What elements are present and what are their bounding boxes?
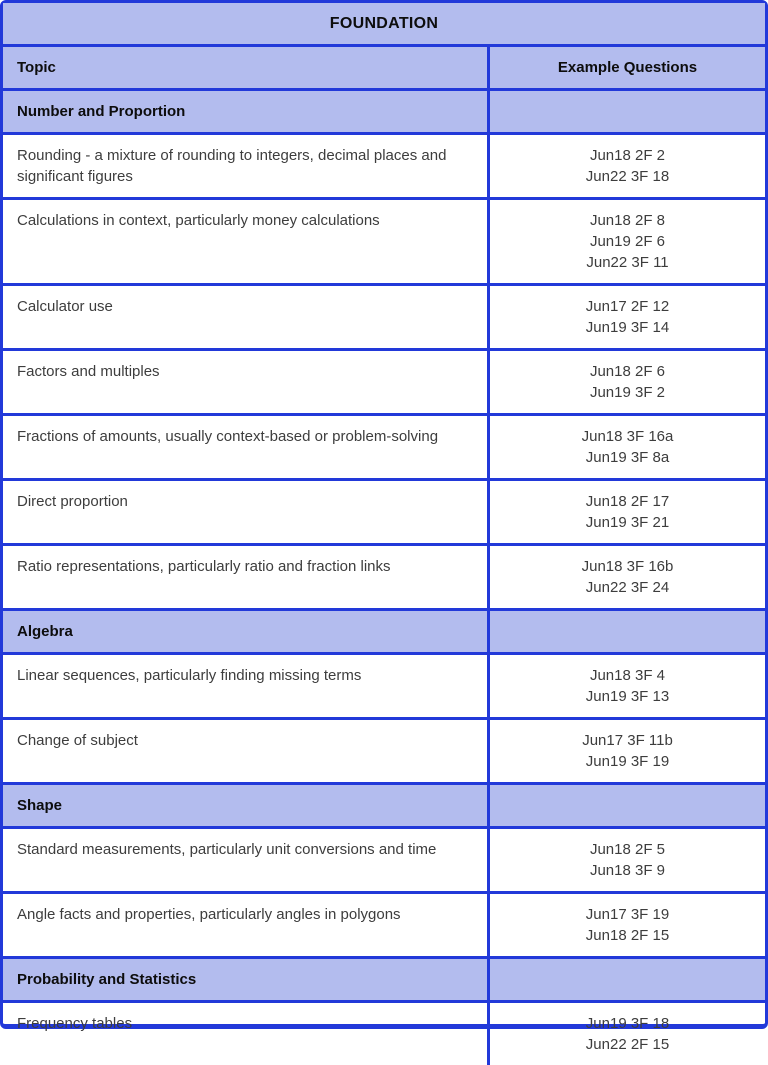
example-question-reference: Jun19 2F 6 xyxy=(589,233,666,250)
table-row xyxy=(3,720,765,785)
example-questions-cell xyxy=(490,286,765,348)
example-question-reference: Jun18 3F 9 xyxy=(589,862,666,879)
table-row xyxy=(3,655,765,720)
table-row xyxy=(3,481,765,546)
section-header-empty-cell xyxy=(490,611,765,652)
example-question-reference: Jun19 3F 18 xyxy=(585,1015,670,1032)
example-questions-cell xyxy=(490,546,765,608)
topic-cell: Angle facts and properties, particularly angles in polygons xyxy=(3,894,490,956)
section-header-label: Algebra xyxy=(3,611,490,652)
topic-cell: Ratio representations, particularly ratio and fraction links xyxy=(3,546,490,608)
section-header-row xyxy=(3,785,765,829)
topic-cell: Change of subject xyxy=(3,720,490,782)
example-question-reference: Jun19 3F 13 xyxy=(585,688,670,705)
table-row xyxy=(3,1003,765,1065)
example-questions-cell xyxy=(490,481,765,543)
example-questions-cell xyxy=(490,351,765,413)
example-question-reference: Jun22 3F 24 xyxy=(585,579,670,596)
example-questions-cell xyxy=(490,416,765,478)
example-questions-cell xyxy=(490,720,765,782)
topic-cell: Standard measurements, particularly unit conversions and time xyxy=(3,829,490,891)
example-questions-cell xyxy=(490,829,765,891)
example-question-reference: Jun19 3F 8a xyxy=(585,449,670,466)
example-question-reference: Jun17 3F 11b xyxy=(582,732,673,749)
example-question-reference: Jun19 3F 19 xyxy=(585,753,670,770)
example-question-reference: Jun22 2F 15 xyxy=(585,1036,670,1053)
column-header-row xyxy=(3,47,765,91)
section-header-label: Shape xyxy=(3,785,490,826)
example-questions-cell xyxy=(490,894,765,956)
topic-cell: Direct proportion xyxy=(3,481,490,543)
column-header-topic: Topic xyxy=(3,47,490,88)
example-question-reference: Jun18 2F 5 xyxy=(589,841,666,858)
column-header-example-questions: Example Questions xyxy=(490,47,765,88)
table-row xyxy=(3,286,765,351)
section-header-label: Probability and Statistics xyxy=(3,959,490,1000)
example-question-reference: Jun18 2F 8 xyxy=(589,212,666,229)
table-row xyxy=(3,351,765,416)
example-question-reference: Jun19 3F 21 xyxy=(585,514,670,531)
table-row xyxy=(3,135,765,200)
section-header-empty-cell xyxy=(490,785,765,826)
example-question-reference: Jun17 3F 19 xyxy=(585,906,670,923)
example-question-reference: Jun18 2F 15 xyxy=(585,927,670,944)
example-question-reference: Jun22 3F 11 xyxy=(586,254,669,271)
example-question-reference: Jun18 3F 16b xyxy=(581,558,674,575)
section-header-row xyxy=(3,91,765,135)
example-question-reference: Jun18 3F 16a xyxy=(581,428,674,445)
example-questions-cell xyxy=(490,1003,765,1065)
table-row xyxy=(3,829,765,894)
example-questions-cell xyxy=(490,135,765,197)
example-question-reference: Jun18 2F 17 xyxy=(585,493,670,510)
section-header-row xyxy=(3,611,765,655)
example-question-reference: Jun18 2F 2 xyxy=(589,147,666,164)
table-title-row xyxy=(3,3,765,47)
table-row xyxy=(3,546,765,611)
topic-cell: Linear sequences, particularly finding missing terms xyxy=(3,655,490,717)
table-row xyxy=(3,894,765,959)
example-question-reference: Jun18 2F 6 xyxy=(589,363,666,380)
section-header-empty-cell xyxy=(490,959,765,1000)
topic-cell: Frequency tables xyxy=(3,1003,490,1065)
example-question-reference: Jun17 2F 12 xyxy=(585,298,670,315)
section-header-row xyxy=(3,959,765,1003)
topic-cell: Calculations in context, particularly money calculations xyxy=(3,200,490,283)
table-row xyxy=(3,416,765,481)
example-question-reference: Jun19 3F 14 xyxy=(585,319,670,336)
section-header-label: Number and Proportion xyxy=(3,91,490,132)
topic-cell: Calculator use xyxy=(3,286,490,348)
example-question-reference: Jun22 3F 18 xyxy=(585,168,670,185)
example-question-reference: Jun18 3F 4 xyxy=(589,667,666,684)
topic-cell: Factors and multiples xyxy=(3,351,490,413)
section-header-empty-cell xyxy=(490,91,765,132)
table-body xyxy=(3,91,765,1065)
topic-cell: Rounding - a mixture of rounding to integers, decimal places and significant figures xyxy=(3,135,490,197)
table-title: FOUNDATION xyxy=(3,3,765,44)
example-questions-cell xyxy=(490,200,765,283)
example-question-reference: Jun19 3F 2 xyxy=(589,384,666,401)
table-row xyxy=(3,200,765,286)
example-questions-cell xyxy=(490,655,765,717)
topic-cell: Fractions of amounts, usually context-based or problem-solving xyxy=(3,416,490,478)
